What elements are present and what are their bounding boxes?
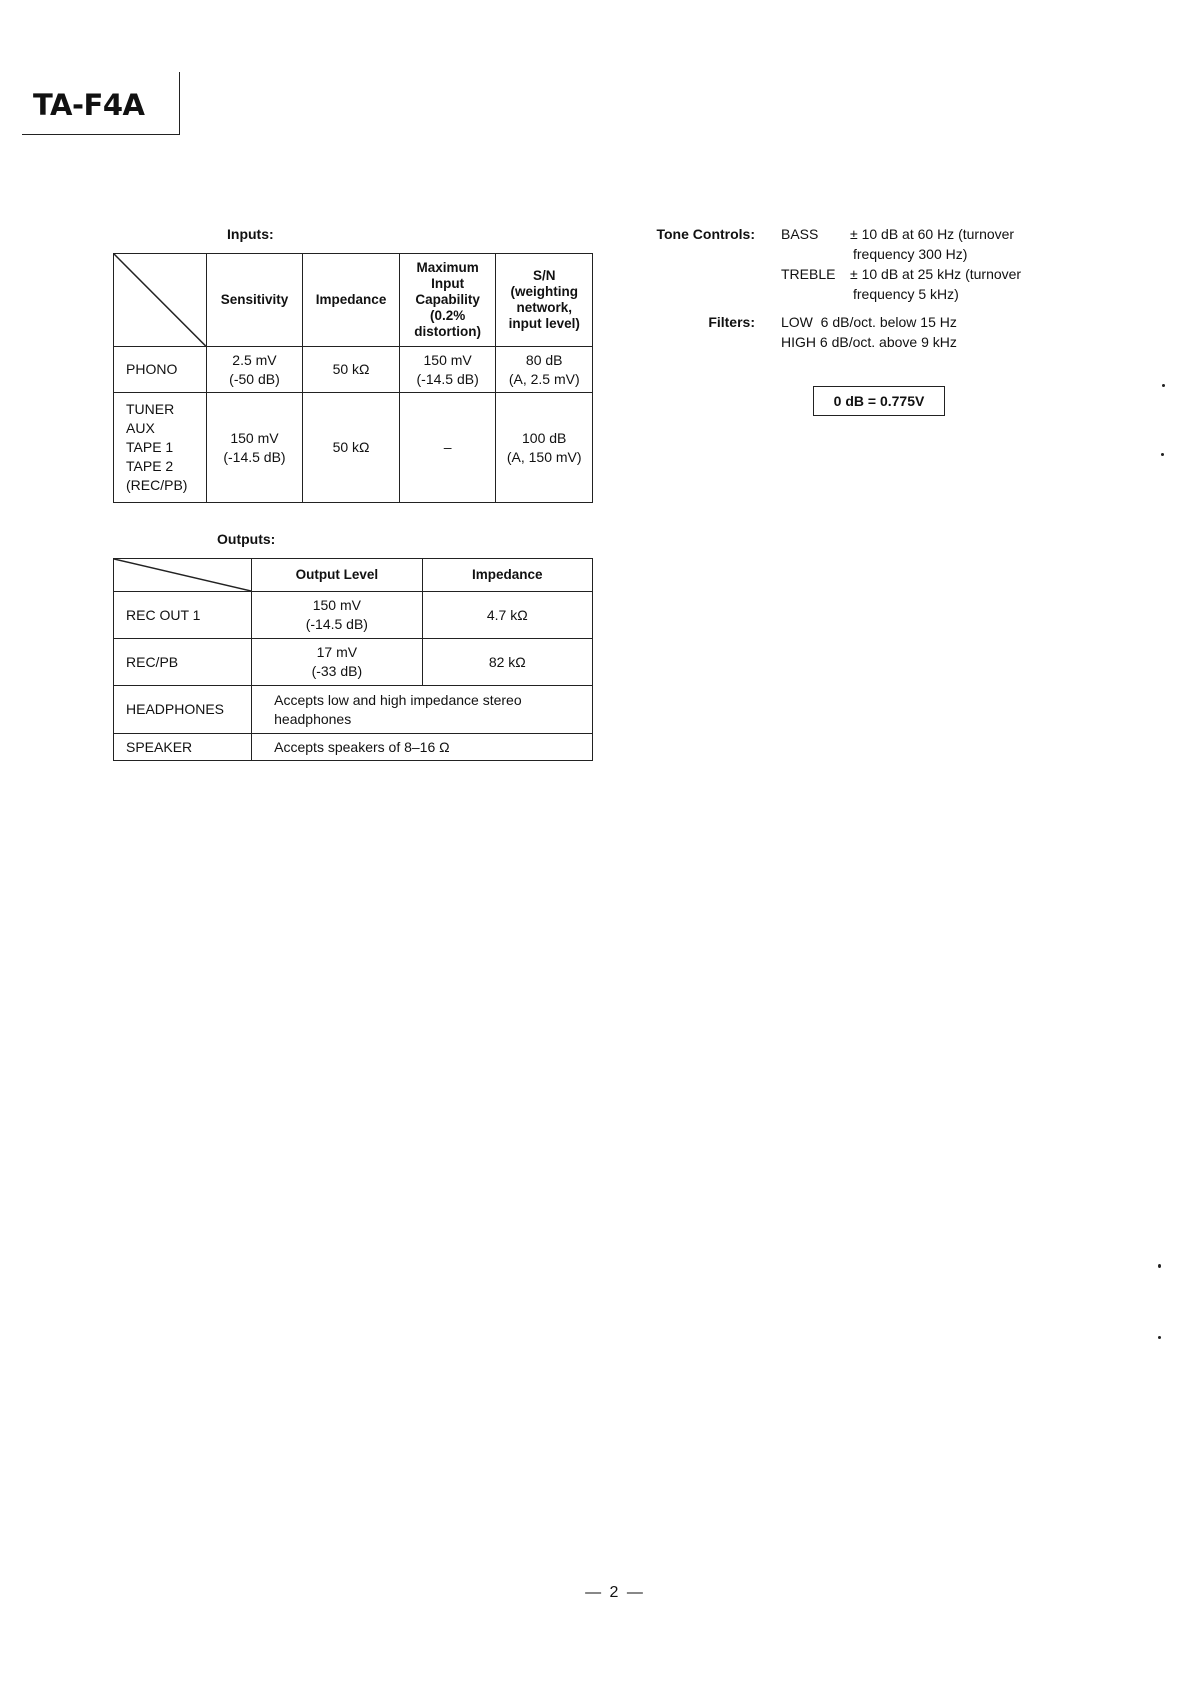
line-sensitivity-value: 150 mV (230, 429, 279, 446)
recpb-impedance: 82 kΩ (422, 639, 592, 686)
reference-level-box: 0 dB = 0.775V (813, 386, 945, 416)
title-side-rule (179, 72, 180, 135)
outputs-caption: Outputs: (217, 531, 276, 547)
scan-speck (1158, 1336, 1161, 1339)
row-label-recpb: REC/PB (114, 639, 252, 686)
outputs-header-row (114, 559, 593, 592)
recpb-level-db: (-33 dB) (311, 663, 363, 679)
scan-speck (1162, 384, 1165, 387)
recpb-level (252, 639, 422, 686)
rec-out-1-level-value: 150 mV (312, 597, 361, 613)
label-tuner: TUNER (126, 401, 175, 417)
phono-sn-weighting: (A, 2.5 mV) (508, 370, 580, 387)
outputs-col-impedance: Impedance (422, 559, 592, 592)
phono-max-input-value: 150 mV (423, 351, 472, 368)
inputs-caption: Inputs: (227, 226, 274, 242)
row-label-rec-out-1: REC OUT 1 (114, 592, 252, 639)
treble-spec-line2: frequency 5 kHz) (853, 286, 959, 302)
outputs-table (113, 558, 593, 761)
table-row (114, 686, 593, 734)
line-sn-value: 100 dB (522, 429, 567, 446)
scan-speck (1161, 453, 1164, 456)
row-label-phono: PHONO (114, 347, 207, 393)
table-row (114, 592, 593, 639)
bass-label: BASS (781, 226, 819, 242)
diagonal-line-icon (114, 254, 206, 346)
rec-out-1-level (252, 592, 422, 639)
line-impedance: 50 kΩ (303, 393, 400, 503)
row-label-speaker: SPEAKER (114, 734, 252, 761)
phono-max-input (399, 347, 496, 393)
phono-max-input-db: (-14.5 dB) (416, 370, 479, 387)
label-recpb: (REC/PB) (126, 477, 188, 493)
diagonal-line-icon (114, 559, 251, 591)
tone-controls-label: Tone Controls: (656, 226, 755, 242)
recpb-level-value: 17 mV (316, 644, 358, 660)
phono-sensitivity (206, 347, 303, 393)
inputs-header-row (114, 254, 593, 347)
phono-impedance: 50 kΩ (303, 347, 400, 393)
scan-speck (1158, 1264, 1161, 1268)
inputs-col-max-input: Maximum Input Capability (0.2% distortion) (399, 254, 496, 347)
line-sn (496, 393, 593, 503)
model-title: TA-F4A (33, 88, 145, 122)
treble-spec-line1: ± 10 dB at 25 kHz (turnover (850, 266, 1022, 282)
row-label-line-inputs (114, 393, 207, 503)
inputs-col-sn: S/N (weighting network, input level) (496, 254, 593, 347)
outputs-col-level: Output Level (252, 559, 422, 592)
inputs-corner-cell (114, 254, 207, 347)
line-sensitivity (206, 393, 303, 503)
speaker-spec: Accepts speakers of 8–16 Ω (252, 734, 593, 761)
line-sn-weighting: (A, 150 mV) (506, 448, 582, 465)
phono-sensitivity-value: 2.5 mV (232, 351, 277, 368)
page-number: — 2 — (585, 1584, 645, 1601)
line-max-input: – (399, 393, 496, 503)
table-row (114, 639, 593, 686)
inputs-col-sensitivity: Sensitivity (206, 254, 303, 347)
rec-out-1-impedance: 4.7 kΩ (422, 592, 592, 639)
table-row (114, 393, 593, 503)
phono-sensitivity-db: (-50 dB) (229, 370, 280, 387)
line-sensitivity-db: (-14.5 dB) (223, 448, 286, 465)
outputs-corner-cell (114, 559, 252, 592)
row-label-headphones: HEADPHONES (114, 686, 252, 734)
filters-label: Filters: (708, 314, 755, 330)
title-underline (22, 134, 180, 135)
label-tape1: TAPE 1 (126, 439, 174, 455)
phono-sn-value: 80 dB (525, 351, 563, 368)
bass-spec-line1: ± 10 dB at 60 Hz (turnover (850, 226, 1015, 242)
table-row (114, 347, 593, 393)
phono-sn (496, 347, 593, 393)
table-row (114, 734, 593, 761)
inputs-table (113, 253, 593, 503)
treble-label: TREBLE (781, 266, 836, 282)
headphones-spec: Accepts low and high impedance stereo headphones (252, 686, 593, 734)
inputs-col-impedance: Impedance (303, 254, 400, 347)
filter-high: HIGH 6 dB/oct. above 9 kHz (781, 334, 957, 350)
label-tape2: TAPE 2 (126, 458, 174, 474)
filter-low: LOW 6 dB/oct. below 15 Hz (781, 314, 957, 330)
label-aux: AUX (126, 420, 155, 436)
rec-out-1-level-db: (-14.5 dB) (305, 616, 368, 632)
bass-spec-line2: frequency 300 Hz) (853, 246, 968, 262)
